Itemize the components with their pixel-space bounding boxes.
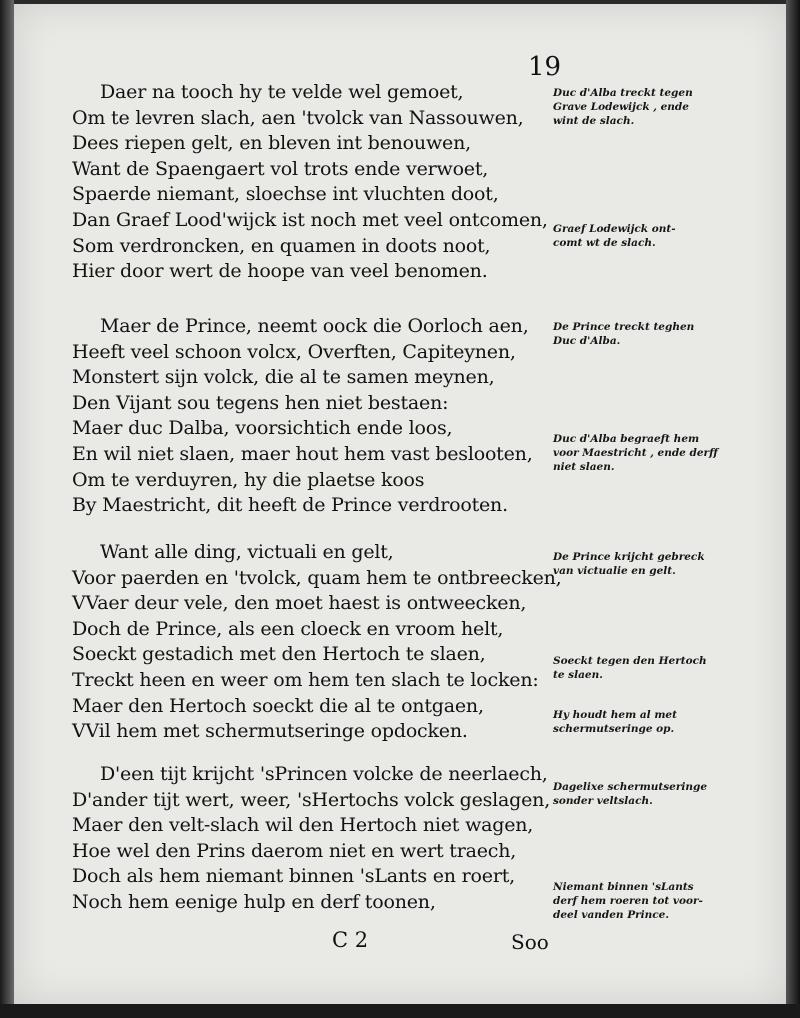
marginal-note: De Prince treckt teghen Duc d'Alba. [553,321,695,347]
marginal-note: Niemant binnen 'sLants derf hem roeren tot voor- deel vanden Prince. [553,881,703,921]
verse-line: VVil hem met schermutseringe opdocken. [72,720,468,743]
verse-line: Maer de Prince, neemt oock die Oorloch aen, [100,315,529,337]
page-right-edge [786,0,800,1018]
verse-line: D'ander tijt wert, weer, 'sHertochs volck geslagen, [72,788,551,811]
verse-line: Want alle ding, victuali en gelt, [100,541,394,563]
verse-line: Den Vijant sou tegens hen niet bestaen: [72,391,449,414]
marginal-note: Dagelixe schermutseringe sonder veltslach. [553,781,708,807]
marginal-note: Duc d'Alba treckt tegen Grave Lodewijck , ende wint de slach. [553,87,693,127]
verse-line: Om te verduyren, hy die plaetse koos [72,468,425,491]
signature-mark: C 2 [332,928,369,952]
verse-line: En wil niet slaen, maer hout hem vast beslooten, [72,442,533,465]
verse-line: Heeft veel schoon volcx, Overften, Capiteynen, [72,340,516,363]
verse-line: Doch als hem niemant binnen 'sLants en roert, [72,865,515,888]
verse-line: Monstert sijn volck, die al te samen meynen, [72,366,495,389]
marginal-note: Graef Lodewijck ont- comt wt de slach. [553,223,676,249]
stanza-3 [72,540,562,745]
page-number: 19 [528,52,562,82]
verse-line: Soeckt gestadich met den Hertoch te slaen, [72,643,486,666]
verse-line: Want de Spaengaert vol trots ende verwoet, [72,157,489,180]
verse-line: Om te levren slach, aen 'tvolck van Nassouwen, [72,106,524,129]
verse-line: VVaer deur vele, den moet haest is ontweecken, [72,592,527,615]
stanza-1 [72,80,548,285]
verse-line: Hoe wel den Prins daerom niet en wert traech, [72,839,517,862]
verse-line: Maer den Hertoch soeckt die al te ontgaen, [72,694,484,717]
verse-line: Dees riepen gelt, en bleven int benouwen, [72,132,471,155]
stanza-2 [72,314,533,519]
marginal-note: Hy houdt hem al met schermutseringe op. [553,709,677,735]
verse-line: Maer den velt-slach wil den Hertoch niet wagen, [72,814,534,837]
verse-line: Doch de Prince, als een cloeck en vroom helt, [72,617,504,640]
verse-line: Hier door wert de hoope van veel benomen. [72,260,488,283]
verse-line: Voor paerden en 'tvolck, quam hem te ontbreecken, [72,566,562,589]
verse-line: Spaerde niemant, sloechse int vluchten doot, [72,183,499,206]
verse-line: Noch hem eenige hulp en derf toonen, [72,890,436,913]
stanza-4 [72,762,550,916]
verse-line: Maer duc Dalba, voorsichtich ende loos, [72,417,453,440]
page-bottom-edge [0,1004,800,1018]
verse-line: Treckt heen en weer om hem ten slach te locken: [72,668,539,691]
page-binding-shadow [0,0,14,1018]
marginal-note: Soeckt tegen den Hertoch te slaen. [553,655,707,681]
verse-line: D'een tijt krijcht 'sPrincen volcke de neerlaech, [100,763,548,785]
verse-line: Som verdroncken, en quamen in doots noot, [72,234,491,257]
marginal-note: Duc d'Alba begraeft hem voor Maestricht , ende derff niet slaen. [553,433,718,473]
verse-line: Dan Graef Lood'wijck ist noch met veel ontcomen, [72,208,548,231]
verse-line: Daer na tooch hy te velde wel gemoet, [100,81,464,103]
marginal-note: De Prince krijcht gebreck van victualie en gelt. [553,551,705,577]
catchword: Soo [511,930,549,954]
verse-line: By Maestricht, dit heeft de Prince verdrooten. [72,494,508,517]
